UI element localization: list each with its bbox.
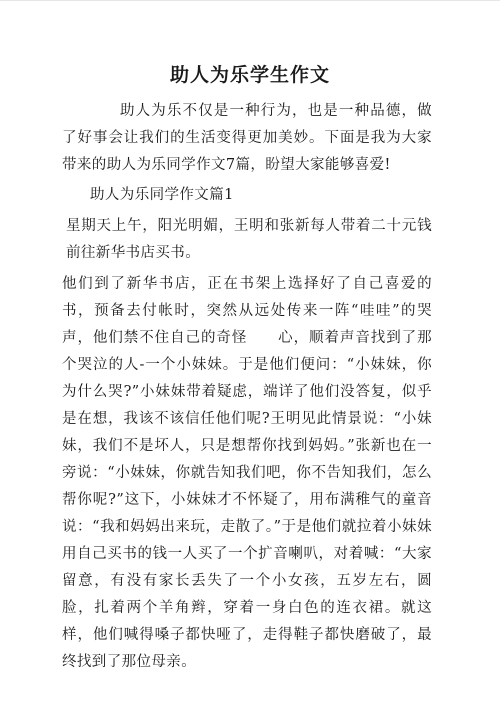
page-top-border — [0, 0, 500, 1]
document-title: 助人为乐学生作文 — [169, 64, 330, 86]
essay-heading: 助人为乐同学作文篇1 — [90, 187, 234, 203]
essay-paragraph-1: 星期天上午，阳光明媚，王明和张新每人带着二十元钱前往新华书店买书。 — [66, 218, 432, 261]
essay-paragraph-2: 他们到了新华书店，正在书架上选择好了自己喜爱的书，预备去付帐时，突然从远处传来一阵“哇哇”的哭声，他们禁不住自己的奇怪 心，顺着声音找到了那个哭泣的人-一个小妹妹。于是他们便问：“小妹妹，你为什么哭?”小妹妹带着疑虑，端详了他们没答复，似乎是在想，我该不该信任他们呢?王明见此情景说：“小妹妹，我们不是坏人，只是想帮你找到妈妈。”张新也在一旁说：“小妹妹，你就告知我们吧，你不告知我们，怎么帮你呢?”这下，小妹妹才不怀疑了，用布满稚气的童音说：“我和妈妈出来玩，走散了。”于是他们就拉着小妹妹用自己买书的钱一人买了一个扩音喇叭，对着喊：“大家留意，有没有家长丢失了一个小女孩，五岁左右，圆脸，扎着两个羊角辫，穿着一身白色的连衣裙。就这样，他们喊得嗓子都快哑了，走得鞋子都快磨破了，最终找到了那位母亲。 — [62, 276, 432, 670]
intro-paragraph: 助人为乐不仅是一种行为，也是一种品德，做了好事会让我们的生活变得更加美妙。下面是我为大家带来的助人为乐同学作文7篇，盼望大家能够喜爱! — [62, 103, 432, 173]
document-body — [62, 98, 432, 676]
